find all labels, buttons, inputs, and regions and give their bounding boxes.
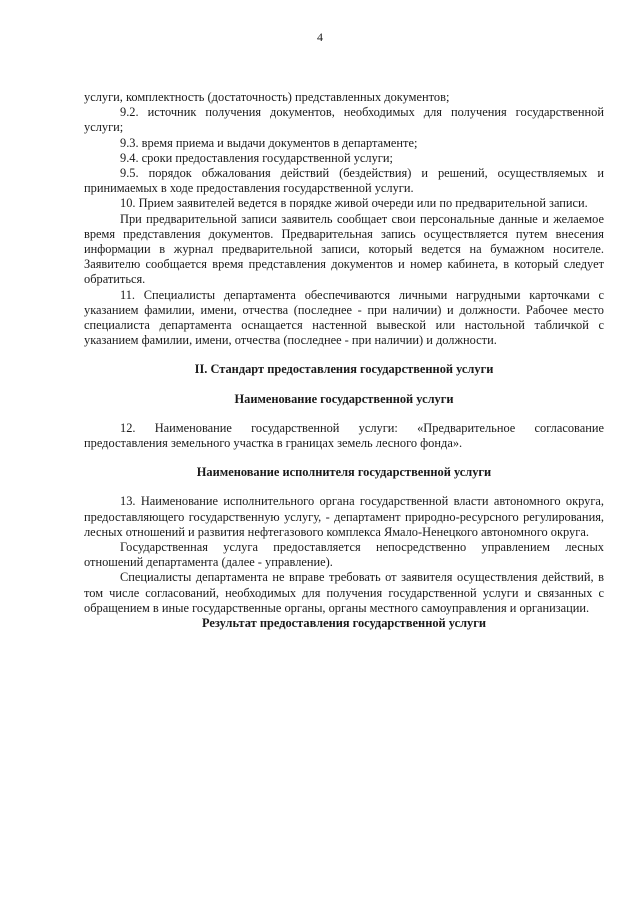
paragraph-11: 11. Специалисты департамента обеспечиваются личными нагрудными карточками с указанием фамилии, имени, отчества (последнее - при наличии) и должности. Рабочее место специалиста департамента оснащается настенной вывеской или настольной табличкой с указанием фамилии, имени, отчества (последнее - при наличии) и должности.: [84, 287, 604, 348]
paragraph-9-3: 9.3. время приема и выдачи документов в департаменте;: [120, 135, 418, 150]
paragraph-13: 13. Наименование исполнительного органа государственной власти автономного округа, предоставляющего государственную услугу, - департамент природно-ресурсного регулирования, лесных отношений и развития нефтегазового комплекса Ямало-Ненецкого автономного округа.: [84, 494, 604, 539]
subheading-service-name: Наименование государственной услуги: [234, 391, 454, 406]
subheading-executor: Наименование исполнителя государственной услуги: [196, 465, 492, 480]
document-body: [84, 90, 604, 631]
paragraph-12: 12. Наименование государственной услуги: «Предварительное согласование предоставления земельного участка в границах земель лесного фонда».: [84, 420, 604, 451]
page-number: 4: [317, 30, 323, 44]
paragraph-continuation: услуги, комплектность (достаточность) представленных документов;: [84, 90, 450, 104]
paragraph-9-4: 9.4. сроки предоставления государственной услуги;: [120, 150, 393, 165]
paragraph-10: 10. Прием заявителей ведется в порядке живой очереди или по предварительной записи.: [120, 196, 588, 211]
section-heading-standard: II. Стандарт предоставления государственной услуги: [194, 362, 494, 377]
paragraph-preliminary-record: При предварительной записи заявитель сообщает свои персональные данные и желаемое время представления документов. Предварительная запись осуществляется путем внесения информации в журнал предварительной записи, который ведется на бумажном носителе. Заявителю сообщается время представления документов и номер кабинета, в который следует обратиться.: [84, 211, 604, 287]
paragraph-9-5: 9.5. порядок обжалования действий (бездействия) и решений, осуществляемых и принимаемых в ходе предоставления государственной услуги.: [84, 166, 604, 196]
paragraph-service-provided-by: Государственная услуга предоставляется непосредственно управлением лесных отношений департамента (далее - управление).: [84, 540, 604, 570]
paragraph-9-2: 9.2. источник получения документов, необходимых для получения государственной услуги;: [84, 105, 604, 135]
subheading-result: Результат предоставления государственной услуги: [202, 616, 486, 631]
paragraph-specialists-not-entitled: Специалисты департамента не вправе требовать от заявителя осуществления действий, в том числе согласований, необходимых для получения государственной услуги и связанных с обращением в иные государственные органы, органы местного самоуправления и организации.: [84, 570, 604, 615]
